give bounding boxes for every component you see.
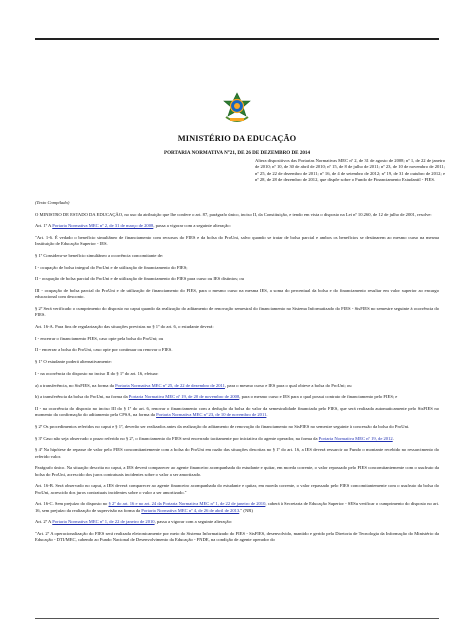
- r15: "Art. 2º A operacionalização do FIES será realizada eletronicamente por meio do Sistema Informatizado do FIES - SisFIES, desenvolvido, mantido e gerido pela Diretoria de Tecnologia da Informação do Ministério da Educação - DTI/MEC, cabendo ao Fundo Nacional de Desenvolvimento da Educação - FNDE, na condição de agente operador do: [35, 530, 439, 543]
- paragraph-1: § 1º Considera-se benefício simultâneo a ocorrência concomitante de:: [35, 253, 164, 259]
- art1: Art. 1º A Portaria Normativa MEC nº 2, de 31 de março de 2008, passa a vigorar com a seguinte alteração:: [35, 223, 231, 229]
- r5: a) a transferência, no SisFIES, na forma da Portaria Normativa MEC nº 25, de 22 de dezembro de 2011, para o mesmo curso e IES para o qual obteve a bolsa do ProUni; ou: [35, 382, 352, 388]
- coat-of-arms-icon: [220, 92, 254, 126]
- r3: § 1º O estudante poderá alternativamente:: [35, 359, 112, 365]
- r12: Art. 16-B. Será observado no caput, a IES deverá comparecer ao agente financeiro acompanhada do estudante e quitar, em moeda corrente, o valor repassado pelo FIES concomitantemente com o usufruto da bolsa do ProUni, acrescido dos juros contratuais incidentes sobre o valor a ser amortizado.": [35, 483, 439, 495]
- r10: § 4º Na hipótese de repasse de valor pelo FIES concomitantemente com a bolsa do ProUni em razão das situações descritas no § 1º do art. 16, a IES deverá ressarcir ao Fundo o montante recebido no ressarcimento do referido valor.: [35, 447, 439, 459]
- art6: "Art. 1-6. É vedado o benefício simultâneo de financiamento com recursos do FIES e da bolsa do ProUni, salvo quando se tratar de bolsa parcial e ambos os benefícios se destinarem ao mesmo curso na mesma Instituição de Educação Superior - IES.: [35, 235, 439, 247]
- link-portaria-25-2011[interactable]: Portaria Normativa MEC nº 25, de 22 de dezembro de 2011: [115, 382, 225, 388]
- ministry-title: MINISTÉRIO DA EDUCAÇÃO: [177, 134, 297, 143]
- paragraph-2: § 2º Será verificado o cumprimento do disposto no caput quando da realização do aditamento de renovação semestral do financiamento no Sistema Informatizado do FIES - SisFIES no semestre seguinte à ocorrência do FIES.: [35, 306, 439, 318]
- r2: II - encerrar a bolsa do ProUni, caso opte por continuar ou renovar o FIES.: [35, 347, 173, 353]
- ementa: Altera dispositivos das Portarias Normativas MEC nº 2, de 31 de agosto de 2008; nº 1, de 22 de janeiro de 2010; nº 10, de 30 de abril de 2010; nº 15, de 8 de julho de 2011; nº 23, de 10 de novembro de 2011; nº 25, de 22 de dezembro de 2011; nº 16, de 4 de setembro de 2012; nº 19, de 31 de outubro de 2012; e nº 28, de 28 de dezembro de 2012, que dispõe sobre o Fundo de Financiamento Estudantil - FIES.: [255, 158, 445, 183]
- item-ii: II - ocupação de bolsa parcial do ProUni e de utilização de financiamento do FIES para curso ou IES distintos; ou: [35, 276, 244, 282]
- r6: b) a transferência da bolsa do ProUni, na forma da Portaria Normativa MEC nº 19, de 20 de novembro de 2008, para o mesmo curso e IES para o qual possui contrato de financiamento pelo FIES; e: [35, 394, 398, 400]
- preamble: O MINISTRO DE ESTADO DA EDUCAÇÃO, no uso da atribuição que lhe confere o art. 87, parágrafo único, inciso II, da Constituição, e tendo em vista o disposto na Lei nº 10.260, de 12 de julho de 2001, resolve:: [35, 211, 432, 217]
- link-portaria-1-2010-art16[interactable]: § 2º do art. 16 e no art. 24 da Portaria Normativa MEC nº 1, de 22 de janeiro de 2010: [108, 501, 266, 507]
- link-portaria-19-2012[interactable]: Portaria Normativa MEC nº 19, de 2012: [318, 435, 393, 441]
- r14: Art. 2º A Portaria Normativa MEC nº 1, de 22 de janeiro de 2010, passa a vigorar com a seguinte alteração:: [35, 519, 233, 525]
- link-portaria-1-2010[interactable]: Portaria Normativa MEC nº 1, de 22 de janeiro de 2010: [52, 519, 155, 525]
- r8: § 2º Os procedimentos referidos no caput e § 1º, deverão ser realizados antes da realização do aditamento de renovação do financiamento no SisFIES no semestre seguinte à concessão da bolsa do ProUni.: [35, 423, 410, 429]
- link-portaria-23-2011[interactable]: Portaria Normativa MEC nº 23, de 10 de novembro de 2011: [156, 412, 267, 418]
- compiled-note: (Texto Compilado): [35, 200, 70, 205]
- bottom-rule: [35, 618, 439, 619]
- r11: Parágrafo único. Na situação descrita no caput, a IES deverá comparecer ao agente financeiro acompanhada do estudante e quitar, em moeda corrente, o valor repassado pelo FIES concomitantemente com o usufruto da bolsa do ProUni, acrescido dos juros contratuais incidentes sobre o valor a ser amortizado.: [35, 465, 439, 477]
- item-iii: III - ocupação de bolsa parcial do ProUni e de utilização de financiamento do FIES, para o mesmo curso na mesma IES, a soma do percentual da bolsa e do financiamento resultar em valor superior ao encargo educacional com desconto.: [35, 288, 439, 300]
- r1: I - encerrar o financiamento FIES, caso opte pela bolsa do ProUni; ou: [35, 335, 164, 341]
- r4: I - na ocorrência do disposto no inciso II do § 1º do art. 16, efetuar:: [35, 370, 159, 376]
- portaria-title: PORTARIA NORMATIVA N°21, DE 26 DE DEZEMBRO DE 2014: [163, 150, 311, 156]
- top-rule: [35, 38, 439, 40]
- r13: Art. 16-C. Sem prejuízo do disposto no § 2º do art. 16 e no art. 24 da Portaria Normativa MEC nº 1, de 22 de janeiro de 2010, caberá à Secretaria de Educação Superior - SESu verificar o cumprimento do disposto no art. 16, sem prejuízo da realização de supervisão na forma da Portaria Normativa MEC nº 4, de 26 de abril de 2013." (NR): [35, 501, 439, 513]
- document-body: [35, 200, 439, 549]
- link-portaria-4-2013[interactable]: Portaria Normativa MEC nº 4, de 26 de abril de 2013: [141, 507, 240, 513]
- item-i: I - ocupação de bolsa integral do ProUni e de utilização de financiamento do FIES;: [35, 264, 188, 270]
- link-portaria-19-2008[interactable]: Portaria Normativa MEC nº 19, de 20 de novembro de 2008: [128, 394, 240, 400]
- art16a: Art. 16-A. Para fins de regularização das situações previstas no § 1º do art. 6, o estudante deverá:: [35, 324, 214, 330]
- r7: II - na ocorrência do disposto no inciso III do § 1º do art. 6, renovar o financiamento com a dedução da bolsa do valor da semestralidade financiada pelo FIES, que será realizada automaticamente pelo SisFIES no momento da confirmação do aditamento pela CPSA, na forma da Portaria Normativa MEC nº 23, de 10 de novembro de 2011.: [35, 405, 439, 418]
- r9: § 3º Caso não seja observado o prazo referido no § 2º, o financiamento do FIES será encerrado tacitamente por iniciativa do agente operador, na forma da Portaria Normativa MEC nº 19, de 2012.: [35, 435, 394, 441]
- link-portaria-2-2008[interactable]: Portaria Normativa MEC nº 2, de 31 de março de 2008: [52, 223, 154, 229]
